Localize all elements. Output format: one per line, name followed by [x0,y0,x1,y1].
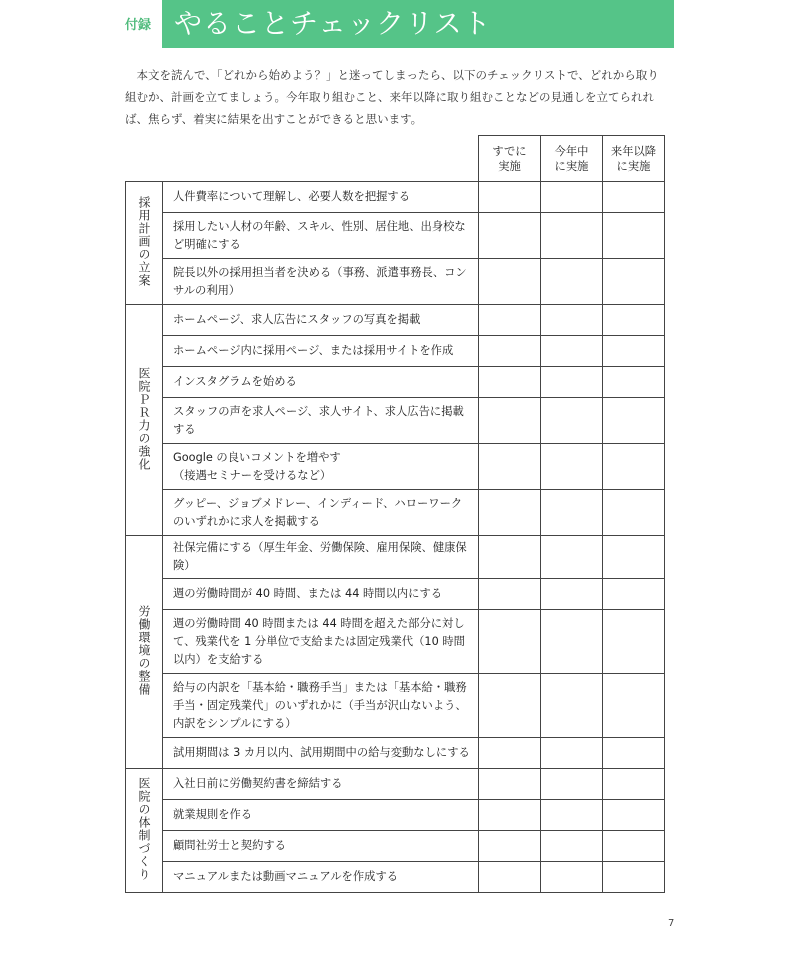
checkbox-next-year[interactable] [603,536,665,579]
checkbox-done[interactable] [479,367,541,398]
category-label: 労働環境の整備 [137,605,151,696]
item-label: 週の労働時間が 40 時間、または 44 時間以内にする [163,579,479,610]
checkbox-this-year[interactable] [541,398,603,444]
checkbox-done[interactable] [479,398,541,444]
checkbox-next-year[interactable] [603,674,665,738]
column-header-label: すでに 実施 [492,144,527,173]
item-label: インスタグラムを始める [163,367,479,398]
category-cell [126,305,163,536]
table-row [126,367,665,398]
checkbox-next-year[interactable] [603,831,665,862]
checkbox-next-year[interactable] [603,336,665,367]
table-row [126,182,665,213]
checkbox-next-year[interactable] [603,444,665,490]
checkbox-this-year[interactable] [541,536,603,579]
table-row [126,259,665,305]
item-label: 顧問社労士と契約する [163,831,479,862]
checkbox-this-year[interactable] [541,769,603,800]
table-row [126,800,665,831]
checkbox-this-year[interactable] [541,610,603,674]
item-label: ホームページ、求人広告にスタッフの写真を掲載 [163,305,479,336]
checkbox-this-year[interactable] [541,305,603,336]
checkbox-this-year[interactable] [541,490,603,536]
item-label: スタッフの声を求人ページ、求人サイト、求人広告に掲載する [163,398,479,444]
item-label: Google の良いコメントを増やす （接遇セミナーを受けるなど） [163,444,479,490]
checkbox-this-year[interactable] [541,336,603,367]
category-label: 医院の体制づくり [137,777,151,881]
category-cell [126,536,163,769]
category-label: 医院ＰＲ力の強化 [137,366,151,471]
checkbox-this-year[interactable] [541,579,603,610]
category-label: 採用計画の立案 [137,196,151,287]
checkbox-next-year[interactable] [603,579,665,610]
checkbox-next-year[interactable] [603,305,665,336]
checkbox-next-year[interactable] [603,398,665,444]
table-corner [126,136,479,182]
table-row [126,738,665,769]
intro-text [125,64,663,130]
checkbox-done[interactable] [479,182,541,213]
checkbox-this-year[interactable] [541,213,603,259]
category-cell [126,182,163,305]
column-header-label: 来年以降 に実施 [610,144,657,173]
table-row [126,610,665,674]
checkbox-this-year[interactable] [541,182,603,213]
checkbox-next-year[interactable] [603,738,665,769]
checkbox-next-year[interactable] [603,182,665,213]
intro-paragraph: 本文を読んで、「どれから始めよう？」と迷ってしまったら、以下のチェックリストで、どれから取り組むか、計画を立てましょう。今年取り組むこと、来年以降に取り組むことなどの見通しを立てられれば、焦らず、着実に結果を出すことができると思います。 [125,68,659,126]
checkbox-done[interactable] [479,862,541,893]
page-title: やることチェックリスト [162,0,674,48]
checkbox-this-year[interactable] [541,862,603,893]
checkbox-this-year[interactable] [541,800,603,831]
checkbox-done[interactable] [479,800,541,831]
item-label: グッピー、ジョブメドレー、インディード、ハローワークのいずれかに求人を掲載する [163,490,479,536]
column-header-label: 今年中 に実施 [554,144,589,173]
checkbox-next-year[interactable] [603,610,665,674]
checkbox-next-year[interactable] [603,862,665,893]
checkbox-done[interactable] [479,610,541,674]
checkbox-next-year[interactable] [603,259,665,305]
item-label: 院長以外の採用担当者を決める（事務、派遣事務長、コンサルの利用） [163,259,479,305]
table-row [126,336,665,367]
table-row [126,831,665,862]
checkbox-this-year[interactable] [541,444,603,490]
checkbox-done[interactable] [479,831,541,862]
table-row [126,444,665,490]
item-label: ホームページ内に採用ページ、または採用サイトを作成 [163,336,479,367]
checkbox-done[interactable] [479,490,541,536]
item-label: 採用したい人材の年齢、スキル、性別、居住地、出身校など明確にする [163,213,479,259]
checkbox-next-year[interactable] [603,367,665,398]
column-header-this-year [541,136,603,182]
checkbox-done[interactable] [479,259,541,305]
checkbox-this-year[interactable] [541,259,603,305]
checkbox-done[interactable] [479,674,541,738]
checkbox-done[interactable] [479,579,541,610]
page-number: 7 [668,918,675,929]
table-row [126,490,665,536]
checkbox-done[interactable] [479,305,541,336]
checkbox-next-year[interactable] [603,490,665,536]
checkbox-done[interactable] [479,213,541,259]
column-header-done [479,136,541,182]
checklist-table [125,135,665,893]
column-header-next-year [603,136,665,182]
checkbox-done[interactable] [479,444,541,490]
item-label: 就業規則を作る [163,800,479,831]
table-row [126,674,665,738]
item-label: 週の労働時間 40 時間または 44 時間を超えた部分に対して、残業代を 1 分単位で支給または固定残業代（10 時間以内）を支給する [163,610,479,674]
table-row [126,536,665,579]
table-row [126,305,665,336]
item-label: マニュアルまたは動画マニュアルを作成する [163,862,479,893]
appendix-label: 付録 [125,18,152,33]
checkbox-this-year[interactable] [541,367,603,398]
checkbox-done[interactable] [479,536,541,579]
checkbox-done[interactable] [479,738,541,769]
checkbox-this-year[interactable] [541,831,603,862]
item-label: 給与の内訳を「基本給・職務手当」または「基本給・職務手当・固定残業代」のいずれかに（手当が沢山ないよう、内訳をシンプルにする） [163,674,479,738]
checkbox-this-year[interactable] [541,674,603,738]
checkbox-done[interactable] [479,769,541,800]
table-row [126,398,665,444]
item-label: 社保完備にする（厚生年金、労働保険、雇用保険、健康保険） [163,536,479,579]
table-row [126,862,665,893]
table-row [126,579,665,610]
checkbox-next-year[interactable] [603,769,665,800]
item-label: 人件費率について理解し、必要人数を把握する [163,182,479,213]
checkbox-this-year[interactable] [541,738,603,769]
item-label: 試用期間は 3 カ月以内、試用期間中の給与変動なしにする [163,738,479,769]
table-row [126,769,665,800]
item-label: 入社日前に労働契約書を締結する [163,769,479,800]
table-row [126,213,665,259]
checkbox-next-year[interactable] [603,213,665,259]
checkbox-next-year[interactable] [603,800,665,831]
checkbox-done[interactable] [479,336,541,367]
category-cell [126,769,163,893]
